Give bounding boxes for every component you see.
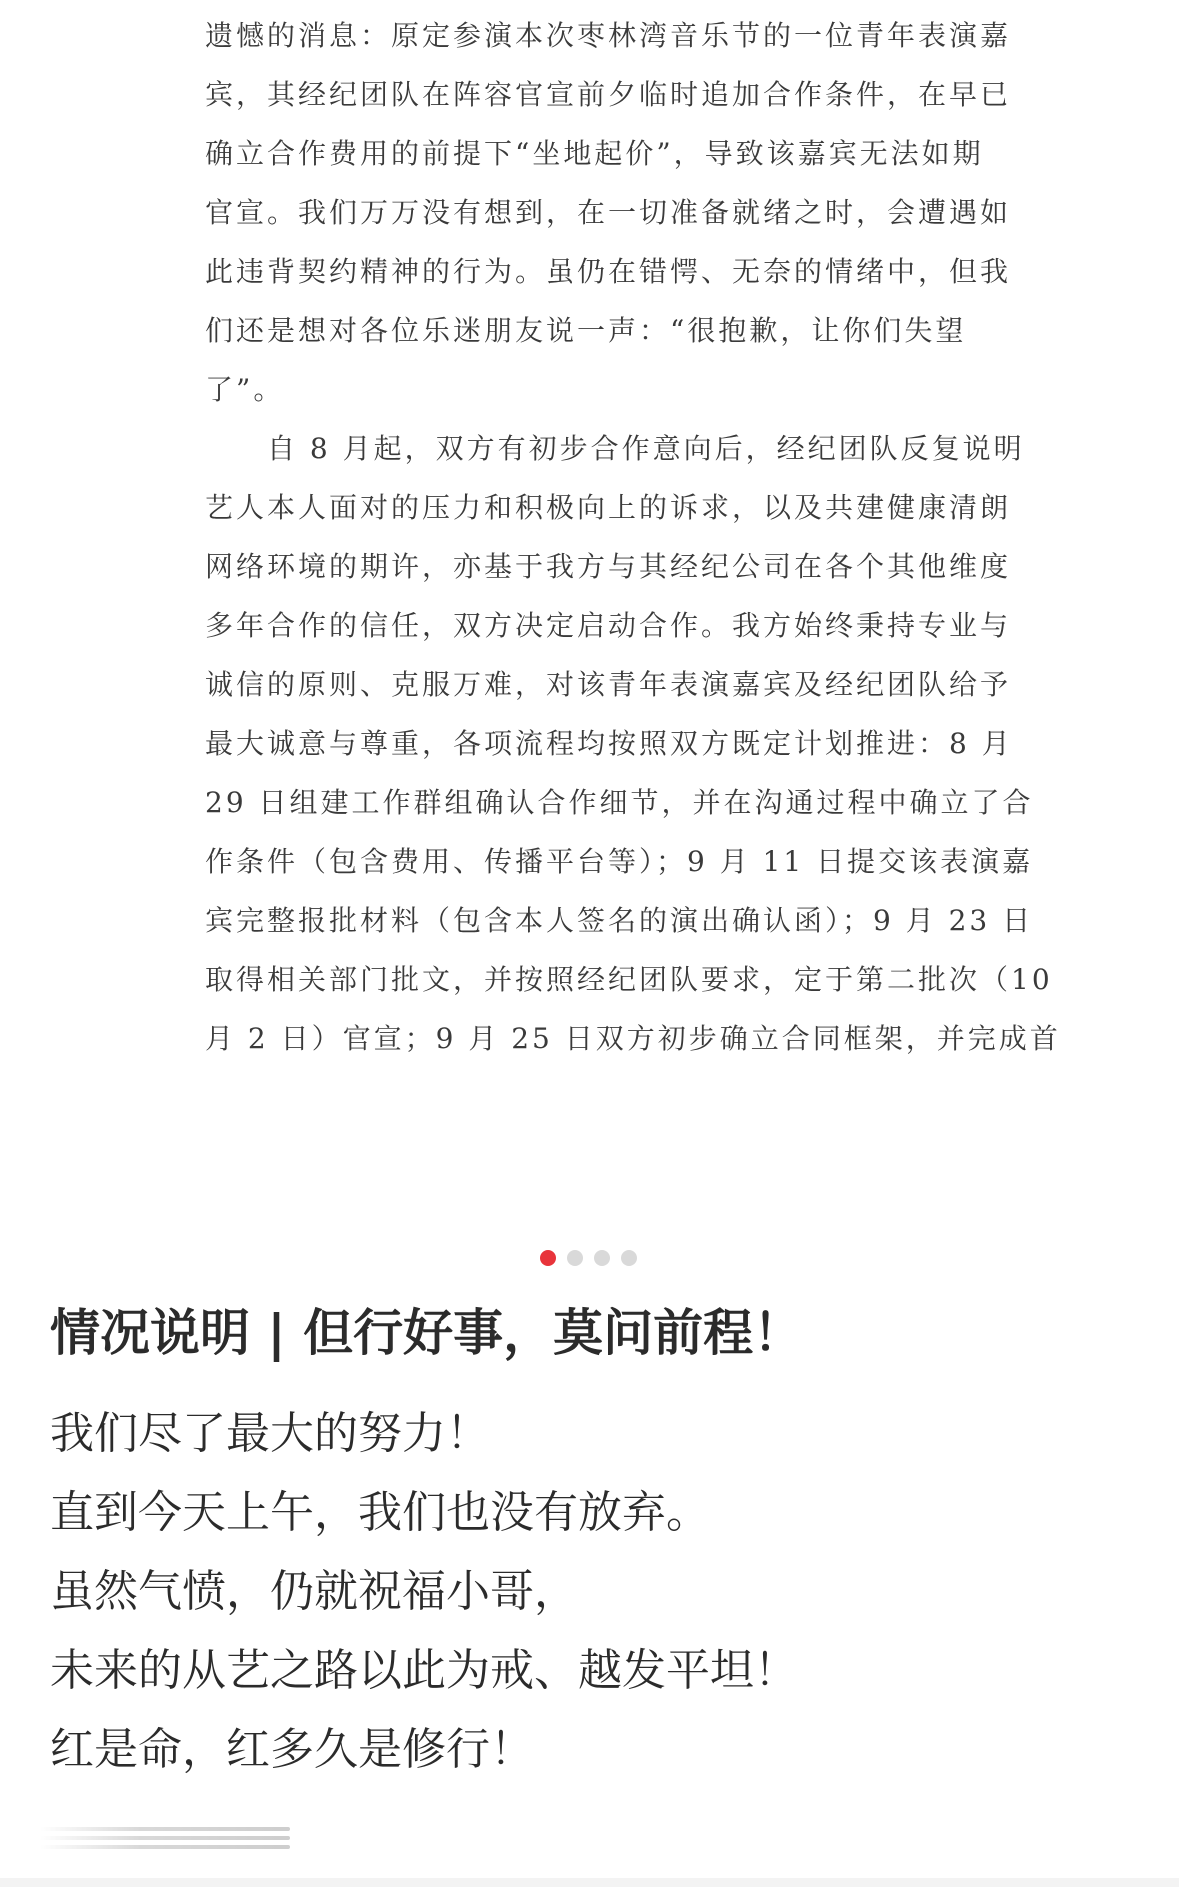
document-line: 艺人本人面对的压力和积极向上的诉求，以及共建健康清朗 <box>205 491 1012 524</box>
faded-content-strip <box>40 1823 290 1853</box>
post-body-line: 直到今天上午，我们也没有放弃。 <box>50 1487 710 1538</box>
carousel-dot-4[interactable] <box>621 1250 637 1266</box>
post-title: 情况说明 | 但行好事，莫问前程！ <box>50 1304 804 1362</box>
document-line: 作条件（包含费用、传播平台等）；9 月 11 日提交该表演嘉 <box>205 845 1034 878</box>
document-line: 取得相关部门批文，并按照经纪团队要求，定于第二批次（10 <box>205 963 1053 996</box>
faded-line <box>40 1845 290 1849</box>
faded-line <box>40 1827 290 1831</box>
document-text <box>205 6 1061 1068</box>
post-body <box>50 1394 798 1789</box>
document-line: 们还是想对各位乐迷朋友说一声：“很抱歉，让你们失望 <box>205 314 967 347</box>
document-line: 宾，其经纪团队在阵容官宣前夕临时追加合作条件，在早已 <box>205 78 1012 111</box>
document-line: 官宣。我们万万没有想到，在一切准备就绪之时，会遭遇如 <box>205 196 1012 229</box>
post-body-line: 虽然气愤，仍就祝福小哥， <box>50 1566 578 1617</box>
faded-line <box>40 1836 290 1840</box>
document-line: 网络环境的期许，亦基于我方与其经纪公司在各个其他维度 <box>205 550 1012 583</box>
post-body-line: 我们尽了最大的努力！ <box>50 1408 490 1459</box>
post-body-line: 未来的从艺之路以此为戒、越发平坦！ <box>50 1645 798 1696</box>
document-line: 29 日组建工作群组确认合作细节，并在沟通过程中确立了合 <box>205 786 1034 819</box>
document-line: 自 8 月起，双方有初步合作意向后，经纪团队反复说明 <box>267 432 1025 465</box>
post-body-line: 红是命，红多久是修行！ <box>50 1724 534 1775</box>
carousel-dot-2[interactable] <box>567 1250 583 1266</box>
document-line: 宾完整报批材料（包含本人签名的演出确认函）；9 月 23 日 <box>205 904 1034 937</box>
document-line: 了”。 <box>205 373 285 406</box>
document-line: 最大诚意与尊重，各项流程均按照双方既定计划推进：8 月 <box>205 727 1013 760</box>
document-line: 诚信的原则、克服万难，对该青年表演嘉宾及经纪团队给予 <box>205 668 1012 701</box>
carousel-indicator <box>540 1250 637 1268</box>
bottom-divider <box>0 1878 1179 1887</box>
document-line: 此违背契约精神的行为。虽仍在错愕、无奈的情绪中，但我 <box>205 255 1012 288</box>
document-line: 确立合作费用的前提下“坐地起价”，导致该嘉宾无法如期 <box>205 137 984 170</box>
document-line: 遗憾的消息：原定参演本次枣林湾音乐节的一位青年表演嘉 <box>205 19 1012 52</box>
carousel-dot-3[interactable] <box>594 1250 610 1266</box>
document-line: 月 2 日）官宣；9 月 25 日双方初步确立合同框架，并完成首 <box>205 1022 1061 1055</box>
document-line: 多年合作的信任，双方决定启动合作。我方始终秉持专业与 <box>205 609 1012 642</box>
carousel-dot-1[interactable] <box>540 1250 556 1266</box>
